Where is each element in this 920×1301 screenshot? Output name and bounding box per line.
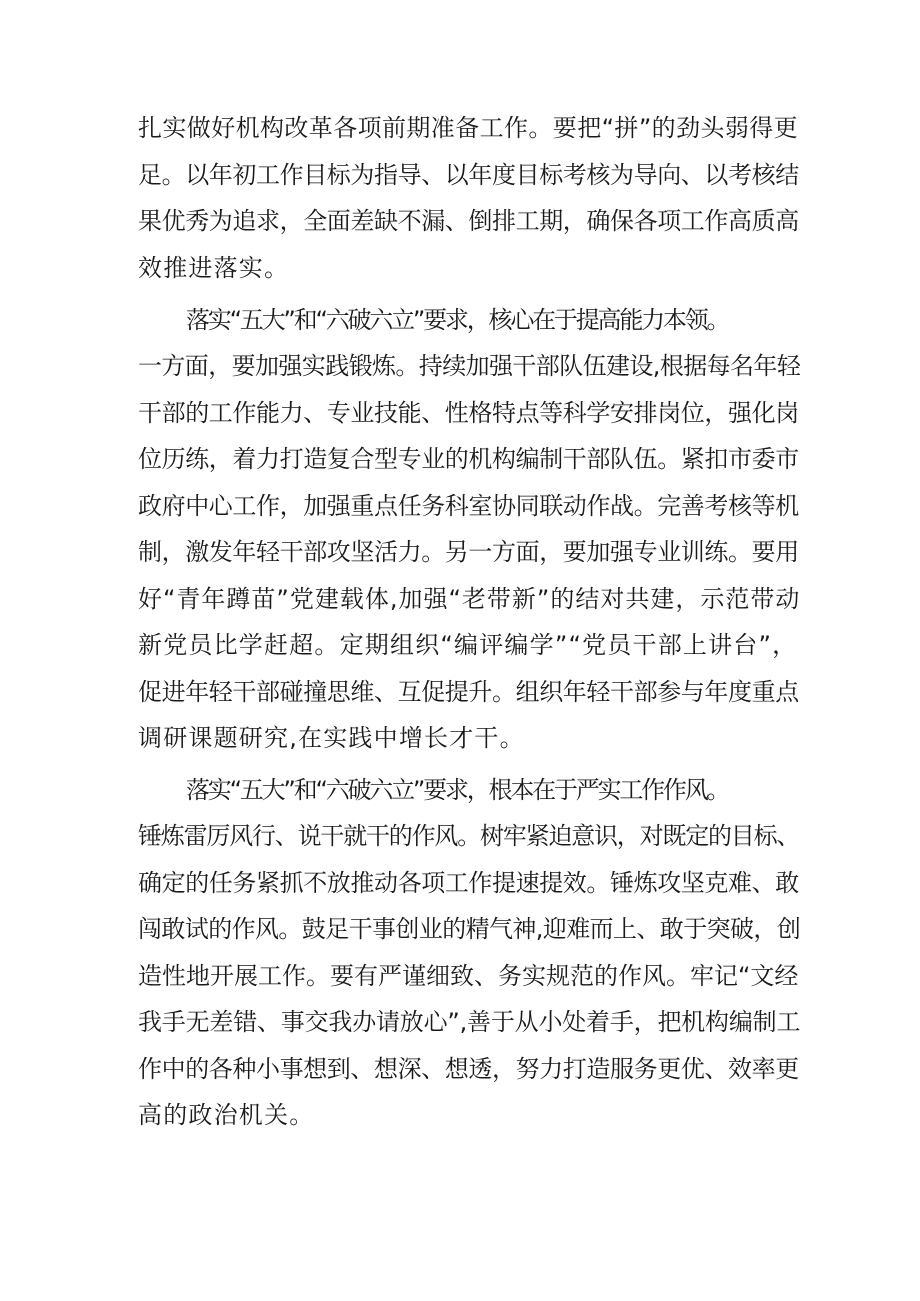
paragraph-2-line-6: 制，激发年轻干部攻坚活力。另一方面，要加强专业训练。要用 [138,538,799,566]
paragraph-3-line-5: 造性地开展工作。要有严谨细致、务实规范的作风。牢记“文经 [138,962,799,990]
paragraph-3-line-6: 我手无差错、事交我办请放心”,善于从小处着手，把机构编制工 [138,1008,801,1036]
paragraph-2-line-7: 好“青年蹲苗”党建载体,加强“老带新”的结对共建，示范带动 [138,585,801,613]
paragraph-1-line-4: 效推进落实。 [138,254,290,282]
paragraph-2-line-8: 新党员比学赶超。定期组织“编评编学”“党员干部上讲台”， [138,631,798,659]
paragraph-2-line-5: 政府中心工作，加强重点任务科室协同联动作战。完善考核等机 [138,492,799,520]
paragraph-1-line-1: 扎实做好机构改革各项前期准备工作。要把“拼”的劲头弱得更 [138,114,799,142]
paragraph-2-line-10: 调研课题研究,在实践中增长才干。 [138,724,525,752]
paragraph-2-line-2: 一方面，要加强实践锻炼。持续加强干部队伍建设,根据每名年轻 [138,352,801,380]
paragraph-3-line-4: 闯敢试的作风。鼓足干事创业的精气神,迎难而上、敢于突破，创 [138,915,801,943]
paragraph-3-line-1: 落实“五大”和“六破六立”要求，根本在于严实工作作风。 [186,776,729,804]
paragraph-1-line-3: 果优秀为追求，全面差缺不漏、倒排工期，确保各项工作高质高 [138,207,799,235]
paragraph-3-line-2: 锤炼雷厉风行、说干就干的作风。树牢紧迫意识，对既定的目标、 [138,822,800,850]
paragraph-2-line-3: 干部的工作能力、专业技能、性格特点等科学安排岗位，强化岗 [138,399,799,427]
paragraph-3-line-8: 高的政治机关。 [138,1101,315,1129]
paragraph-2-line-4: 位历练，着力打造复合型专业的机构编制干部队伍。紧扣市委市 [138,445,799,473]
paragraph-2-line-9: 促进年轻干部碰撞思维、互促提升。组织年轻干部参与年度重点 [138,678,799,706]
paragraph-1-line-2: 足。以年初工作目标为指导、以年度目标考核为导向、以考核结 [138,161,799,189]
paragraph-2-line-1: 落实“五大”和“六破六立”要求，核心在于提高能力本领。 [186,306,729,334]
paragraph-3-line-7: 作中的各种小事想到、想深、想透，努力打造服务更优、效率更 [138,1055,799,1083]
paragraph-3-line-3: 确定的任务紧抓不放推动各项工作提速提效。锤炼攻坚克难、敢 [138,869,799,897]
